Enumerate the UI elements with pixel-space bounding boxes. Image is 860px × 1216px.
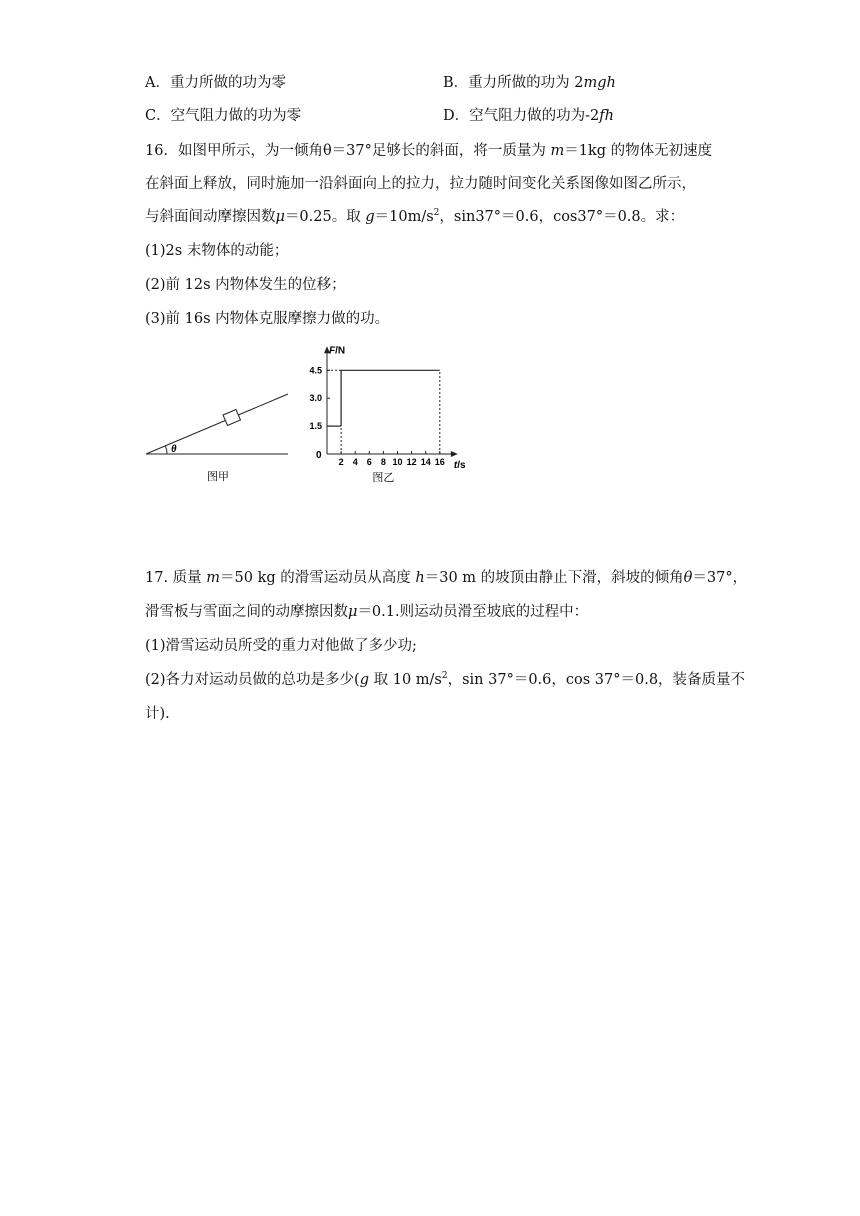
incline-slope [146,394,288,454]
q17-text: ＝50 kg 的滑雪运动员从高度 [220,570,416,586]
q16-sub-3: (3)前 16s 内物体克服摩擦力做的功。 [145,311,390,327]
q16-text: 16．如图甲所示，为一倾角θ＝37°足够长的斜面，将一质量为 [145,143,551,159]
q17-sub-2-end: 计). [145,706,170,722]
block [223,410,241,426]
x-tick-label: 2 [338,457,344,467]
q17-var-mu: μ [348,604,358,620]
q17-text: 取 10 m/s [369,672,442,688]
x-tick-label: 12 [406,457,417,467]
x-axis-arrow [451,451,458,457]
q16-var-m: m [550,143,565,159]
q16-sup: 2 [433,208,440,219]
figure-yi-caption: 图乙 [372,472,395,484]
x-tick-label: 4 [352,457,358,467]
x-tick-label: 10 [392,457,403,467]
angle-arc [166,446,168,454]
q17-var-g: g [359,672,369,688]
q16-var-mu: μ [275,209,285,225]
q16-text: ＝0.25。取 [284,209,366,225]
figure-jia-caption: 图甲 [207,471,229,483]
q17-sub-2 [145,670,745,690]
q17-sup: 2 [441,671,448,682]
q16-text: ＝1kg 的物体无初速度 [564,143,713,159]
q17-var-h: h [415,570,425,586]
q17-line-1 [145,568,747,588]
q17-text: ＝0.1.则运动员滑至坡底的过程中： [357,604,589,620]
q16-text: ，sin37°＝0.6，cos37°＝0.8。求： [439,209,685,225]
option-c [145,106,301,126]
q16-line-2: 在斜面上释放，同时施加一沿斜面向上的拉力，拉力随时间变化关系图像如图乙所示， [145,176,696,192]
y-tick-label: 1.5 [309,421,322,432]
option-b-var: mgh [583,75,616,91]
q17-var-theta: θ [683,570,693,586]
q17-sub-1: (1)滑雪运动员所受的重力对他做了多少功; [145,638,417,654]
option-c-text: C．空气阻力做的功为零 [145,108,302,124]
q16-sub-2: (2)前 12s 内物体发生的位移； [145,277,346,293]
q16-sub-1: (1)2s 末物体的动能； [145,243,289,259]
q17-text: (2)各力对运动员做的总功是多少( [145,672,360,688]
q16-line-1 [145,141,712,161]
figure-jia [140,380,300,490]
x-tick-label: 8 [380,457,386,467]
origin-label: 0 [316,450,322,461]
q17-text: 滑雪板与雪面之间的动摩擦因数 [145,604,348,620]
option-d-var: fh [599,108,614,124]
option-d-text: D．空气阻力做的功为-2 [443,108,600,124]
q16-text: ＝10m/s [374,209,434,225]
option-a [145,73,286,93]
q17-var-m: m [206,570,221,586]
option-b-text: B．重力所做的功为 2 [443,75,584,91]
q17-text: ＝30 m 的坡顶由静止下滑，斜坡的倾角 [424,570,684,586]
figure-yi-chart [300,340,485,490]
q17-text: ，sin 37°＝0.6，cos 37°＝0.8，装备质量不 [447,672,746,688]
x-axis-label: t/s [453,460,466,471]
q16-line-3 [145,207,684,227]
q16-text: 与斜面间动摩擦因数 [145,209,276,225]
q17-text: ＝37°， [692,570,748,586]
q17-text: 17. 质量 [145,570,207,586]
x-tick-label: 14 [420,457,431,467]
q17-line-2 [145,602,588,622]
option-d [443,106,614,126]
y-axis-label: F/N [329,345,346,357]
y-tick-label: 3.0 [309,393,322,404]
x-tick-label: 16 [434,457,445,467]
angle-label: θ [171,444,177,455]
y-tick-label: 4.5 [309,365,322,376]
q16-var-g: g [365,209,375,225]
option-a-text: A．重力所做的功为零 [145,75,286,91]
option-b [443,73,616,93]
x-tick-label: 6 [366,457,372,467]
